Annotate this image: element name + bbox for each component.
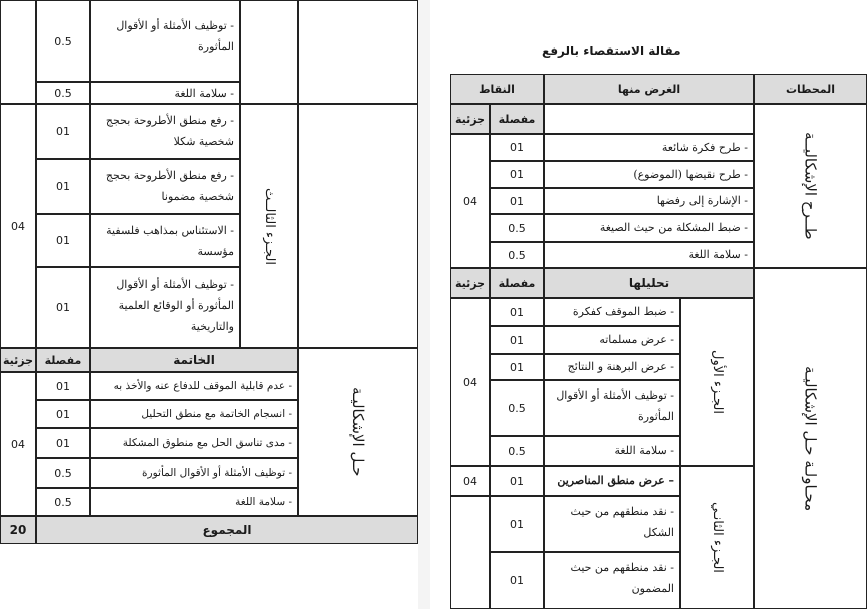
points-header: النقاط xyxy=(450,74,544,104)
points-cell: 01 xyxy=(490,496,544,552)
points-cell: 01 xyxy=(490,188,544,214)
left-page xyxy=(0,0,418,609)
points-cell: 0.5 xyxy=(490,436,544,466)
part-two-label: الجـزء الثانـي xyxy=(680,466,754,609)
col-partial-header: جزئية xyxy=(0,348,36,372)
criterion-text: - رفع منطق الأطروحة بحجج شخصية مضمونا xyxy=(90,159,240,214)
criterion-text: - عرض مسلماته xyxy=(544,326,680,354)
points-cell: 01 xyxy=(490,298,544,326)
part-two-total-cont xyxy=(450,496,490,609)
points-cell: 01 xyxy=(490,134,544,161)
part-two-total: 04 xyxy=(450,466,490,496)
part-one-total: 04 xyxy=(450,298,490,466)
criterion-text: - نقد منطقهم من حيث الشكل xyxy=(544,496,680,552)
points-cell: 01 xyxy=(36,104,90,159)
purpose-header: الغرض منها xyxy=(544,74,754,104)
criterion-text: - سلامة اللغة xyxy=(90,82,240,104)
criterion-text: - انسجام الخاتمة مع منطق التحليل xyxy=(90,400,298,428)
section-label-cell xyxy=(298,104,418,348)
sum-label: المجموع xyxy=(36,516,418,544)
criterion-text: - رفع منطق الأطروحة بحجج شخصية شكلا xyxy=(90,104,240,159)
criterion-text: - توظيف الأمثلة أو الأقوال المأثورة xyxy=(90,458,298,488)
criterion-text: - توظيف الأمثلة أو الأقوال المأثورة xyxy=(90,0,240,82)
points-cell: 01 xyxy=(490,466,544,496)
sum-value: 20 xyxy=(0,516,36,544)
criterion-text: - الإشارة إلى رفضها xyxy=(544,188,754,214)
criterion-text: – عرض منطق المناصرين xyxy=(544,466,680,496)
criterion-text: - نقد منطقهم من حيث المضمون xyxy=(544,552,680,609)
right-page xyxy=(430,0,867,609)
points-cell: 01 xyxy=(36,372,90,400)
criterion-text: - عدم قابلية الموقف للدفاع عنه والأخذ به xyxy=(90,372,298,400)
criterion-text: - توظيف الأمثلة أو الأقوال المأثورة xyxy=(544,380,680,436)
col-detailed-header: مفصلة xyxy=(490,104,544,134)
analysis-heading: تحليلها xyxy=(544,268,754,298)
points-cell: 01 xyxy=(36,267,90,348)
problem-total: 04 xyxy=(450,134,490,268)
criterion-text: - سلامة اللغة xyxy=(90,488,298,516)
points-cell: 01 xyxy=(490,354,544,380)
points-cell: 0.5 xyxy=(36,82,90,104)
conclusion-total: 04 xyxy=(0,372,36,516)
col-detailed-header: مفصلة xyxy=(36,348,90,372)
points-cell: 01 xyxy=(490,161,544,188)
purpose-header-spacer xyxy=(544,104,754,134)
stages-header: المحطات xyxy=(754,74,867,104)
points-cell: 01 xyxy=(36,428,90,458)
total-cell xyxy=(0,0,36,104)
col-partial-header: جزئية xyxy=(450,268,490,298)
points-cell: 0.5 xyxy=(36,0,90,82)
criterion-text: - ضبط المشكلة من حيث الصيغة xyxy=(544,214,754,242)
points-cell: 01 xyxy=(36,400,90,428)
col-partial-header: جزئية xyxy=(450,104,490,134)
points-cell: 0.5 xyxy=(490,380,544,436)
points-cell: 01 xyxy=(490,326,544,354)
part-three-total: 04 xyxy=(0,104,36,348)
criterion-text: - طرح نقيضها (الموضوع) xyxy=(544,161,754,188)
points-cell: 01 xyxy=(36,214,90,267)
points-cell: 0.5 xyxy=(36,458,90,488)
conclusion-heading: الخاتمة xyxy=(90,348,298,372)
problem-statement-label: طــرح الإشكاليــة xyxy=(754,104,867,268)
criterion-text: - الاستئناس بمذاهب فلسفية مؤسسة xyxy=(90,214,240,267)
criterion-text: - مدى تناسق الحل مع منطوق المشكلة xyxy=(90,428,298,458)
section-label-cell xyxy=(298,0,418,104)
part-one-label: الجـزء الأول xyxy=(680,298,754,466)
points-cell: 0.5 xyxy=(490,214,544,242)
points-cell: 0.5 xyxy=(490,242,544,268)
criterion-text: - توظيف الأمثلة أو الأقوال المأثورة أو الوقائع العلمية والتاريخية xyxy=(90,267,240,348)
points-cell: 01 xyxy=(36,159,90,214)
criterion-text: - ضبط الموقف كفكرة xyxy=(544,298,680,326)
solution-label: حـل الإشكاليـة xyxy=(298,348,418,516)
solution-attempt-label: محـاولـة حـل الإشكاليـة xyxy=(754,268,867,609)
criterion-text: - سلامة اللغة xyxy=(544,436,680,466)
page-title: مقالة الاستقصاء بالرفع xyxy=(542,44,681,58)
part-three-label: الجـزء الثالــث xyxy=(240,104,298,348)
col-detailed-header: مفصلة xyxy=(490,268,544,298)
points-cell: 0.5 xyxy=(36,488,90,516)
part-label-cell xyxy=(240,0,298,104)
criterion-text: - طرح فكرة شائعة xyxy=(544,134,754,161)
points-cell: 01 xyxy=(490,552,544,609)
criterion-text: - سلامة اللغة xyxy=(544,242,754,268)
criterion-text: - عرض البرهنة و النتائج xyxy=(544,354,680,380)
